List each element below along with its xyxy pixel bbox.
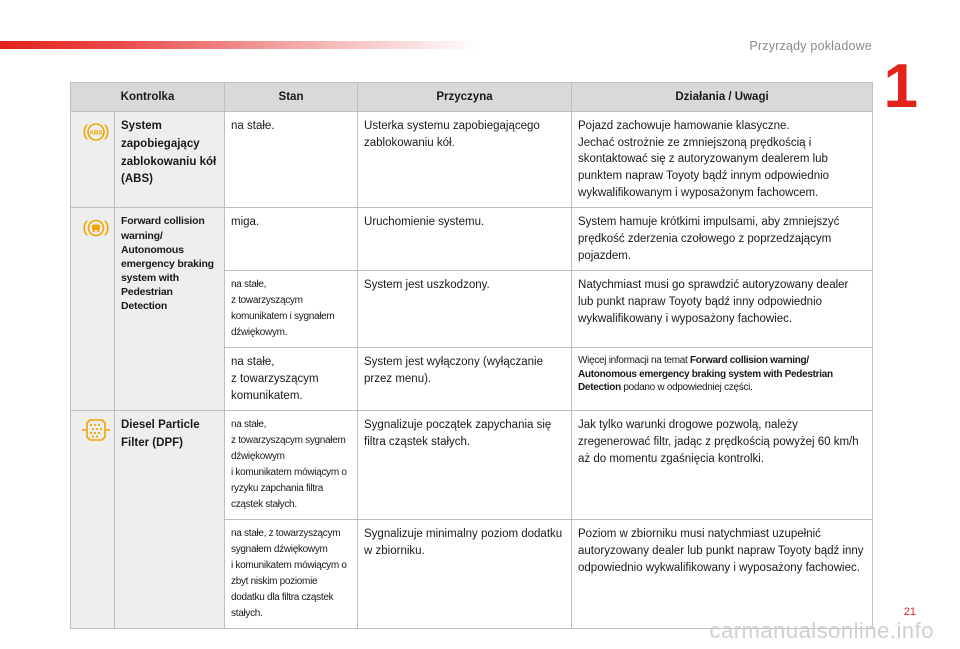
abs-warning-icon xyxy=(71,112,114,150)
column-header: Stan xyxy=(225,83,358,112)
top-accent-bar xyxy=(0,41,480,49)
icon-cell xyxy=(71,112,115,208)
cause-cell: Usterka systemu zapobiegającego zablokowaniu kół. xyxy=(358,112,572,208)
indicator-name: Diesel Particle Filter (DPF) xyxy=(115,411,225,629)
action-cell: Natychmiast musi go sprawdzić autoryzowany dealer lub punkt napraw Toyoty bądź inny odpowiednio wykwalifikowany i wyposażony fachowiec. xyxy=(572,271,873,348)
action-prefix: Więcej informacji na temat xyxy=(578,355,690,367)
state-text: na stałe, z towarzyszącym sygnałem dźwiękowym i komunikatem mówiącym o zbyt niskim poziomie dodatku dla filtra cząstek stałych. xyxy=(231,528,347,620)
column-header: Kontrolka xyxy=(71,83,225,112)
state-cell xyxy=(225,520,358,629)
page-number: 21 xyxy=(903,606,916,618)
action-suffix: podano w odpowiedniej części. xyxy=(620,382,753,394)
cause-cell: Uruchomienie systemu. xyxy=(358,208,572,271)
action-text: Pojazd zachowuje hamowanie klasyczne. Jechać ostrożnie ze zmniejszoną prędkością i skontaktować się z autoryzowanym dealerem lub punktem napraw Toyoty bądź innym odpowiednio wykwalifikowanym i wyposażonym fachowcem. xyxy=(578,120,830,199)
icon-cell xyxy=(71,411,115,629)
state-text: na stałe, z towarzyszącym sygnałem dźwiękowym i komunikatem mówiącym o ryzyku zapchania filtra cząstek stałych. xyxy=(231,419,347,511)
state-cell xyxy=(225,411,358,520)
column-header: Działania / Uwagi xyxy=(572,83,873,112)
state-text: na stałe, z towarzyszącym komunikatem. xyxy=(231,356,319,402)
forward-collision-warning-icon xyxy=(71,208,114,246)
cause-cell: System jest uszkodzony. xyxy=(358,271,572,348)
section-title: Przyrządy pokładowe xyxy=(749,39,872,53)
state-cell xyxy=(225,271,358,348)
table-row xyxy=(71,112,873,208)
icon-cell xyxy=(71,208,115,411)
cause-cell: Sygnalizuje minimalny poziom dodatku w zbiorniku. xyxy=(358,520,572,629)
cause-cell: System jest wyłączony (wyłączanie przez menu). xyxy=(358,348,572,411)
state-cell: miga. xyxy=(225,208,358,271)
watermark: carmanualsonline.info xyxy=(709,618,934,643)
state-text: na stałe, z towarzyszącym komunikatem i sygnałem dźwiękowym. xyxy=(231,279,335,339)
action-reference: Forward collision warning/ Autonomous emergency braking system with Pedestrian Detection xyxy=(578,355,833,394)
action-cell: System hamuje krótkimi impulsami, aby zmniejszyć prędkość zderzenia czołowego z poprzedzającym pojazdem. xyxy=(572,208,873,271)
chapter-number: 1 xyxy=(883,52,918,121)
action-cell: Poziom w zbiorniku musi natychmiast uzupełnić autoryzowany dealer lub punkt napraw Toyoty bądź inny odpowiednio wykwalifikowany i wyposażony fachowiec. xyxy=(572,520,873,629)
table-header-row xyxy=(71,83,873,112)
cause-cell: Sygnalizuje początek zapychania się filtra cząstek stałych. xyxy=(358,411,572,520)
action-cell xyxy=(572,348,873,411)
indicator-name: System zapobiegający zablokowaniu kół (ABS) xyxy=(115,112,225,208)
column-header: Przyczyna xyxy=(358,83,572,112)
state-cell: na stałe. xyxy=(225,112,358,208)
action-cell xyxy=(572,112,873,208)
table-row xyxy=(71,208,873,271)
warning-lights-table xyxy=(70,82,873,629)
indicator-name: Forward collision warning/ Autonomous emergency braking system with Pedestrian Detection xyxy=(115,208,225,411)
diesel-particle-filter-icon xyxy=(71,411,114,447)
table-row xyxy=(71,411,873,520)
action-cell: Jak tylko warunki drogowe pozwolą, należy zregenerować filtr, jadąc z prędkością powyżej 60 km/h aż do momentu zgaśnięcia kontrolki. xyxy=(572,411,873,520)
svg-text:ABS: ABS xyxy=(89,129,103,137)
state-cell xyxy=(225,348,358,411)
